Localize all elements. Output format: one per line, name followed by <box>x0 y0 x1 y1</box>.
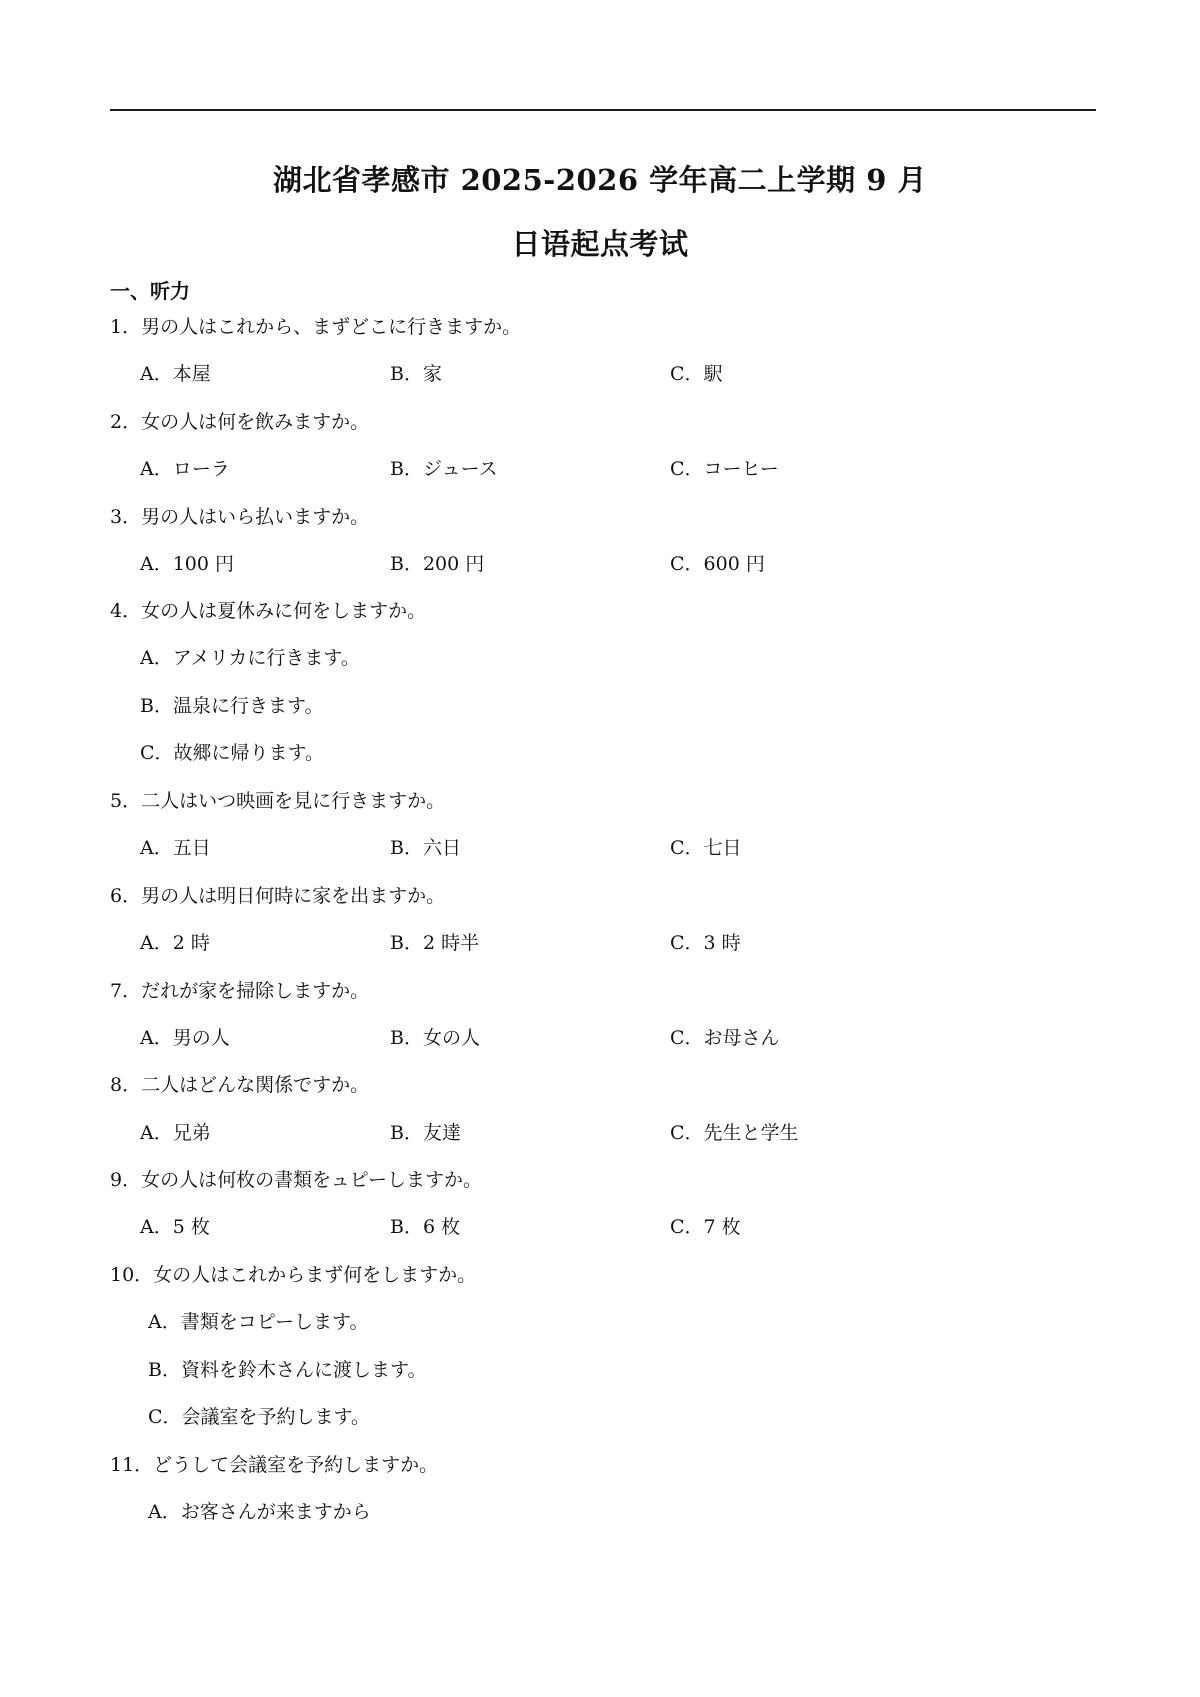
question-6-option-b: B．2 時半 <box>390 932 480 954</box>
question-10-option-b: B．資料を鈴木さんに渡します。 <box>148 1359 427 1381</box>
question-4: 4．女の人は夏休みに何をしますか。 <box>110 600 427 622</box>
question-11-option-a: A．お客さんが来ますから <box>148 1501 371 1523</box>
question-8-option-a: A．兄弟 <box>140 1122 211 1144</box>
question-9-option-c: C．7 枚 <box>670 1216 741 1238</box>
header-rule <box>110 109 1096 111</box>
question-8-option-c: C．先生と学生 <box>670 1122 799 1144</box>
question-2-option-b: B．ジュース <box>390 458 498 480</box>
question-4-option-a: A．アメリカに行きます。 <box>140 647 360 669</box>
question-5-option-c: C．七日 <box>670 837 742 859</box>
question-10: 10．女の人はこれからまず何をしますか。 <box>110 1264 477 1286</box>
question-10-option-c: C．会議室を予約します。 <box>148 1406 371 1428</box>
question-2-option-c: C．コーヒー <box>670 458 779 480</box>
question-3: 3．男の人はいら払いますか。 <box>110 506 370 528</box>
question-4-option-c: C．故郷に帰ります。 <box>140 742 325 764</box>
question-7-option-a: A．男の人 <box>140 1027 230 1049</box>
question-7-option-c: C．お母さん <box>670 1027 780 1049</box>
question-7: 7．だれが家を掃除しますか。 <box>110 980 370 1002</box>
question-5: 5．二人はいつ映画を見に行きますか。 <box>110 790 446 812</box>
question-11: 11．どうして会議室を予約しますか。 <box>110 1454 439 1476</box>
question-5-option-a: A．五日 <box>140 837 211 859</box>
question-2: 2．女の人は何を飲みますか。 <box>110 411 370 433</box>
question-6-option-c: C．3 時 <box>670 932 741 954</box>
question-9: 9．女の人は何枚の書類をュピーしますか。 <box>110 1169 482 1191</box>
exam-title-line2: 日语起点考试 <box>511 227 689 261</box>
question-10-option-a: A．書類をコピーします。 <box>148 1311 369 1333</box>
question-5-option-b: B．六日 <box>390 837 461 859</box>
question-1: 1．男の人はこれから、まずどこに行きますか。 <box>110 316 522 338</box>
question-9-option-b: B．6 枚 <box>390 1216 461 1238</box>
question-3-option-c: C．600 円 <box>670 553 765 575</box>
question-8-option-b: B．友達 <box>390 1122 461 1144</box>
question-8: 8．二人はどんな関係ですか。 <box>110 1074 370 1096</box>
question-1-option-b: B．家 <box>390 363 442 385</box>
exam-title-line1: 湖北省孝感市 2025-2026 学年高二上学期 9 月 <box>272 163 928 197</box>
question-3-option-b: B．200 円 <box>390 553 485 575</box>
question-6: 6．男の人は明日何時に家を出ますか。 <box>110 885 446 907</box>
question-7-option-b: B．女の人 <box>390 1027 480 1049</box>
question-3-option-a: A．100 円 <box>140 553 235 575</box>
question-4-option-b: B．温泉に行きます。 <box>140 695 324 717</box>
question-9-option-a: A．5 枚 <box>140 1216 210 1238</box>
question-1-option-c: C．駅 <box>670 363 723 385</box>
question-6-option-a: A．2 時 <box>140 932 210 954</box>
question-1-option-a: A．本屋 <box>140 363 211 385</box>
section-heading-listening: 一、听力 <box>110 279 190 303</box>
question-2-option-a: A．ローラ <box>140 458 230 480</box>
